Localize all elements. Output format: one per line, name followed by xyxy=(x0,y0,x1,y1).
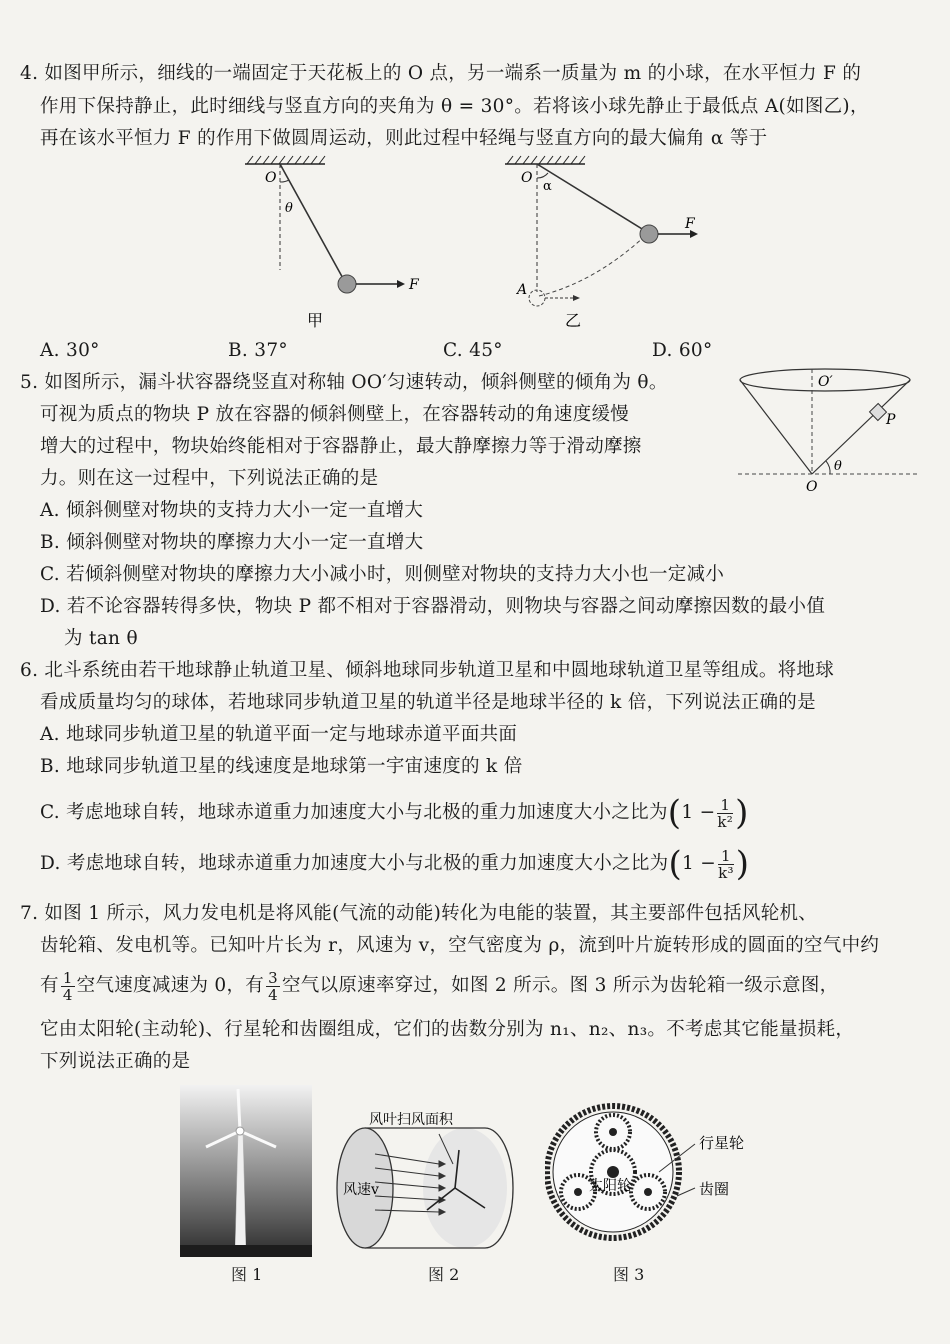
q7-figure-3-gearbox xyxy=(545,1100,775,1260)
q7-line-5: 下列说法正确的是 xyxy=(40,1051,191,1072)
q4-yi-label-alpha: α xyxy=(543,179,552,194)
q7-figure-1-wind-turbine xyxy=(180,1085,312,1257)
q7-figure-3-caption: 图 3 xyxy=(613,1265,645,1284)
q5-label-O-prime: O′ xyxy=(818,374,833,390)
q4-jia-label-O: O xyxy=(265,170,277,186)
q4-option-c: C. 45° xyxy=(443,340,503,361)
q5-option-c: C. 若倾斜侧壁对物块的摩擦力大小减小时，则侧壁对物块的支持力大小也一定减小 xyxy=(40,564,725,585)
q4-jia-label-F: F xyxy=(409,277,419,293)
q4-option-a: A. 30° xyxy=(40,340,100,361)
q5-funnel-figure xyxy=(730,366,930,496)
q7-fig2-label-swept-area: 风叶扫风面积 xyxy=(369,1112,453,1128)
q6-option-d: D. 考虑地球自转，地球赤道重力加速度大小与北极的重力加速度大小之比为 ( 1 − $\frac{1}{\text{k³}}$ ) xyxy=(40,844,750,884)
q4-yi-label-F: F xyxy=(685,216,695,232)
q4-line-3: 再在该水平恒力 F 的作用下做圆周运动，则此过程中轻绳与竖直方向的最大偏角 α 等于 xyxy=(40,128,768,149)
q4-yi-caption: 乙 xyxy=(565,311,582,330)
q4-yi-label-O: O xyxy=(521,170,533,186)
q5-option-a: A. 倾斜侧壁对物块的支持力大小一定一直增大 xyxy=(40,500,424,521)
q7-figure-2-swept-area xyxy=(335,1112,525,1257)
q4-jia-caption: 甲 xyxy=(307,311,324,330)
q4-option-b: B. 37° xyxy=(228,340,288,361)
q7-fig3-label-sun-gear: 太阳轮 xyxy=(589,1178,631,1194)
q5-label-O: O xyxy=(806,479,818,495)
q4-yi-label-A: A xyxy=(517,282,528,298)
q5-option-d-line-2: 为 tan θ xyxy=(64,628,138,649)
q7-fraction-three-quarters: $\frac{3}{4}$ xyxy=(268,968,278,1004)
q6-line-1: 6. 北斗系统由若干地球静止轨道卫星、倾斜地球同步轨道卫星和中圆地球轨道卫星等组成。将地球 xyxy=(20,660,835,681)
q7-line-4: 它由太阳轮(主动轮)、行星轮和齿圈组成，它们的齿数分别为 n₁、n₂、n₃。不考虑其它能量损耗， xyxy=(40,1019,855,1040)
q6-option-d-fraction: $\frac{1}{\text{k³}}$ xyxy=(718,846,734,882)
q7-line-1: 7. 如图 1 所示，风力发电机是将风能(气流的动能)转化为电能的装置，其主要部件包括风轮机、 xyxy=(20,903,818,924)
q7-line-2: 齿轮箱、发电机等。已知叶片长为 r，风速为 v，空气密度为 ρ，流到叶片旋转形成的圆面的空气中约 xyxy=(40,935,880,956)
q5-line-3: 增大的过程中，物块始终能相对于容器静止，最大静摩擦力等于滑动摩擦 xyxy=(40,436,642,457)
q5-label-P: P xyxy=(886,412,896,428)
q7-figure-2-caption: 图 2 xyxy=(428,1265,460,1284)
q7-figure-1-caption: 图 1 xyxy=(231,1265,263,1284)
q7-fig3-label-ring-gear: 齿圈 xyxy=(699,1180,730,1198)
q6-option-b: B. 地球同步轨道卫星的线速度是地球第一宇宙速度的 k 倍 xyxy=(40,756,523,777)
q6-option-c: C. 考虑地球自转，地球赤道重力加速度大小与北极的重力加速度大小之比为 ( 1 − $\frac{1}{\text{k²}}$ ) xyxy=(40,793,749,833)
q5-line-4: 力。则在这一过程中，下列说法正确的是 xyxy=(40,468,379,489)
q6-line-2: 看成质量均匀的球体，若地球同步轨道卫星的轨道半径是地球半径的 k 倍，下列说法正确的是 xyxy=(40,692,816,713)
q7-fig3-label-planet-gear: 行星轮 xyxy=(699,1134,745,1152)
q4-option-d: D. 60° xyxy=(652,340,713,361)
q4-line-1: 4. 如图甲所示，细线的一端固定于天花板上的 O 点，另一端系一质量为 m 的小球，在水平恒力 F 的 xyxy=(20,63,862,84)
q6-option-c-text: C. 考虑地球自转，地球赤道重力加速度大小与北极的重力加速度大小之比为 xyxy=(40,802,668,823)
q6-option-c-fraction: $\frac{1}{\text{k²}}$ xyxy=(717,795,734,831)
q4-line-2: 作用下保持静止，此时细线与竖直方向的夹角为 θ = 30°。若将该小球先静止于最低点 A(如图乙)， xyxy=(40,96,869,117)
q4-figure-jia xyxy=(225,152,435,332)
q7-line-3: 有 $\frac{1}{4}$ 空气速度减速为 0，有 $\frac{3}{4}$ 空气以原速率穿过，如图 2 所示。图 3 所示为齿轮箱一级示意图， xyxy=(40,968,839,1004)
q5-line-2: 可视为质点的物块 P 放在容器的倾斜侧壁上，在容器转动的角速度缓慢 xyxy=(40,404,630,425)
q5-option-d-line-1: D. 若不论容器转得多快，物块 P 都不相对于容器滑动，则物块与容器之间动摩擦因数的最小值 xyxy=(40,596,826,617)
q7-fig2-label-wind-speed: 风速v xyxy=(343,1182,379,1198)
q5-option-b: B. 倾斜侧壁对物块的摩擦力大小一定一直增大 xyxy=(40,532,424,553)
q6-option-d-one: 1 − xyxy=(682,853,717,874)
q5-line-1: 5. 如图所示，漏斗状容器绕竖直对称轴 OO′匀速转动，倾斜侧壁的倾角为 θ。 xyxy=(20,372,668,393)
q6-option-c-one: 1 − xyxy=(681,802,716,823)
q7-fraction-quarter: $\frac{1}{4}$ xyxy=(62,968,73,1004)
q6-option-a: A. 地球同步轨道卫星的轨道平面一定与地球赤道平面共面 xyxy=(40,724,518,745)
q4-figure-yi xyxy=(485,152,715,332)
q5-label-theta: θ xyxy=(834,459,842,474)
q4-jia-label-theta: θ xyxy=(285,201,293,216)
q6-option-d-text: D. 考虑地球自转，地球赤道重力加速度大小与北极的重力加速度大小之比为 xyxy=(40,853,669,874)
